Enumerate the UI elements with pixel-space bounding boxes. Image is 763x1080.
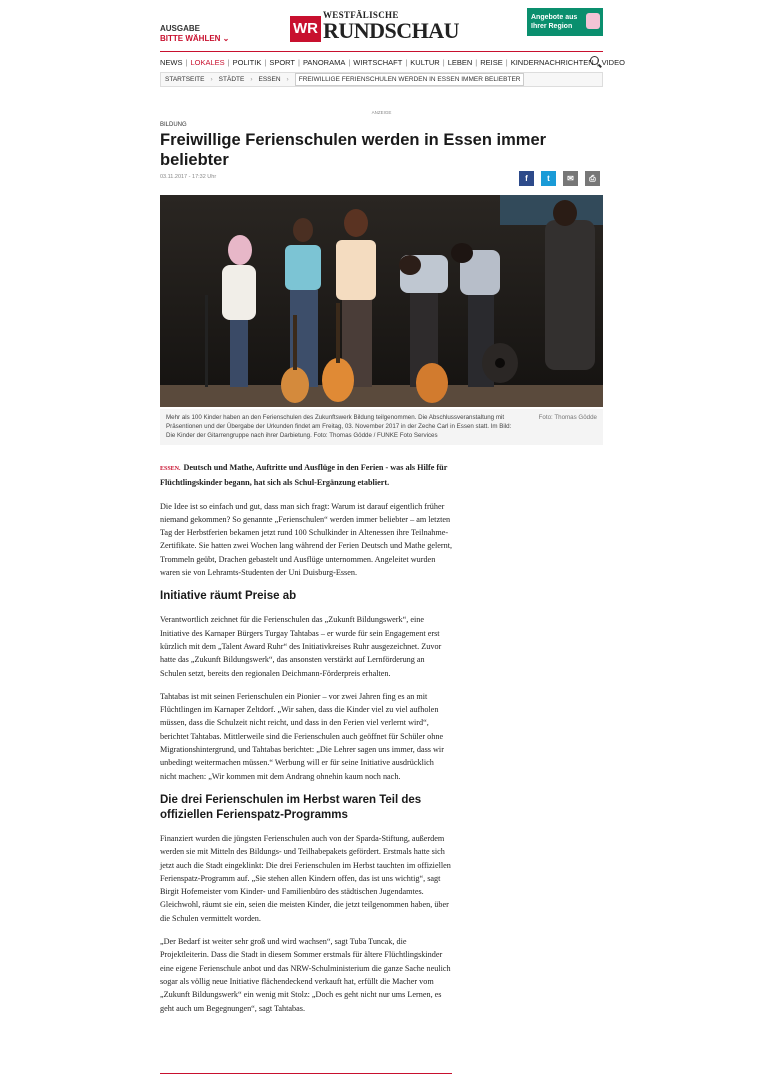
photo-image bbox=[160, 195, 603, 407]
logo-big-text: RUNDSCHAU bbox=[323, 18, 460, 43]
search-icon[interactable] bbox=[590, 56, 599, 65]
edition-label: AUSGABE bbox=[160, 24, 201, 33]
photo-credit: Foto: Thomas Gödde bbox=[538, 414, 597, 421]
twitter-share-icon[interactable]: t bbox=[541, 171, 556, 186]
ad-text: Angebote aus Ihrer Region bbox=[531, 14, 578, 30]
share-bar bbox=[519, 171, 600, 186]
lead-place: ESSEN. bbox=[160, 466, 181, 472]
nav-item-lokales[interactable]: LOKALES bbox=[190, 57, 225, 67]
article-body bbox=[160, 461, 452, 1025]
logo-small-text: WESTFÄLISCHE bbox=[323, 10, 399, 20]
nav-divider bbox=[160, 51, 603, 52]
nav-item-reise[interactable]: REISE bbox=[480, 57, 503, 67]
lead-text: Deutsch und Mathe, Auftritte und Ausflüge in den Ferien - was als Hilfe für Flüchtlingskinder begann, hat sich als Schul-Ergänzung etabliert. bbox=[160, 463, 448, 488]
nav-item-politik[interactable]: POLITIK bbox=[232, 57, 262, 67]
article-end-divider bbox=[160, 1073, 452, 1074]
nav-item-leben[interactable]: LEBEN bbox=[447, 57, 473, 67]
article-lead bbox=[160, 461, 452, 490]
facebook-share-icon[interactable]: f bbox=[519, 171, 534, 186]
breadcrumb: STARTSEITE › STÄDTE › ESSEN › FREIWILLIGE FERIENSCHULEN WERDEN IN ESSEN IMMER BELIEBTER bbox=[160, 72, 603, 87]
gift-icon bbox=[586, 13, 600, 29]
ad-label: ANZEIGE bbox=[371, 110, 392, 115]
site-header bbox=[160, 8, 603, 50]
article-date: 03.11.2017 - 17:32 Uhr bbox=[160, 174, 217, 180]
nav-item-panorama[interactable]: PANORAMA bbox=[302, 57, 346, 67]
paragraph-5: „Der Bedarf ist weiter sehr groß und wird wachsen“, sagt Tuba Tuncak, die Projektleiterin. Dass die Stadt in diesem Sommer erstmals für ältere Flüchtlingskinder eine eigene Ferienschule anbot und das NRW-Schulministerium die ganze Sache neulich sogar als völlig neue Initiative flächendeckend verkauft hat, erfüllt die Macher vom „Zukunft Bildungswerk“ ein wenig mit Stolz: „Doch es geht nicht nur ums Lernen, es geht auch um Begegnungen“, sagt Tahtabas. bbox=[160, 937, 451, 1013]
nav-item-kultur[interactable]: KULTUR bbox=[410, 57, 440, 67]
nav-item-kindernachrichten[interactable]: KINDERNACHRICHTEN bbox=[510, 57, 594, 67]
paragraph-1: Die Idee ist so einfach und gut, dass man sich fragt: Warum ist darauf eigentlich früher niemand gekommen? So genannte „Ferienschulen“ werden immer beliebter – am letzten Tag der Herbstferien bekamen jetzt rund 100 Schulkinder in Altenessen ihre Teilnahme-Zertifikate. Sie hatten zwei Wochen lang während der Ferien Deutsch und Mathe gelernt, Trommeln geübt, Drachen gebastelt und Ausflüge unternommen. Angeleitet wurden waren sie von Lehramts-Studenten der Uni Duisburg-Essen. bbox=[160, 501, 453, 578]
breadcrumb-item-startseite[interactable]: STARTSEITE bbox=[165, 76, 205, 83]
nav-item-news[interactable]: NEWS bbox=[160, 57, 183, 67]
mail-share-icon[interactable]: ✉ bbox=[563, 171, 578, 186]
chevron-down-icon: ⌄ bbox=[222, 34, 230, 43]
article-kicker[interactable]: BILDUNG bbox=[160, 122, 187, 128]
article-photo[interactable] bbox=[160, 195, 603, 407]
site-logo[interactable] bbox=[290, 10, 459, 42]
print-icon[interactable]: ⎙ bbox=[585, 171, 600, 186]
article-title: Freiwillige Ferienschulen werden in Essen immer beliebter bbox=[160, 131, 547, 169]
breadcrumb-item-essen[interactable]: ESSEN bbox=[258, 76, 281, 83]
subheading-1: Initiative räumt Preise ab bbox=[160, 590, 297, 603]
nav-item-wirtschaft[interactable]: WIRTSCHAFT bbox=[353, 57, 403, 67]
paragraph-3: Tahtabas ist mit seinen Ferienschulen ein Pionier – vor zwei Jahren fing es an mit Flüchtlingen im Karnaper Zeltdorf. „Wir sahen, dass die Kinder viel zu viel aufholen müssen, dass die Schulzeit nicht reicht, und dass in den Ferien viel verlernt wird“, berichtet Tahtabas. Mittlerweile sind die Ferienschulen auch geöffnet für Schüler ohne Migrationshintergrund, und Tahtabas berichtet: „Die Lehrer sagen uns immer, dass wir unbedingt weitermachen müssen.“ Werbung will er für seine Initiative ausdrücklich nicht machen: „Wir kommen mit dem Andrang ohnehin kaum noch nach. bbox=[160, 691, 444, 781]
main-nav: NEWS | LOKALES | POLITIK | SPORT | PANORAMA | WIRTSCHAFT | KULTUR | LEBEN | REISE | KINDERNACHRICHTEN | VIDEO bbox=[160, 57, 625, 67]
nav-item-video[interactable]: VIDEO bbox=[601, 57, 625, 67]
edition-selector[interactable] bbox=[160, 24, 229, 44]
caption-text: Mehr als 100 Kinder haben an den Ferienschulen des Zukunftswerk Bildung teilgenommen. Die Abschlussveranstaltung mit Präsentionen und der Übergabe der Urkunden findet am Freitag, 03. November 2017 in der Zeche Carl in Essen statt. Im Bild: Die Kinder der Gitarrengruppe nach ihrer Darbietung. Foto: Thomas Gödde / FUNKE Foto Services bbox=[166, 414, 512, 439]
breadcrumb-item-current: FREIWILLIGE FERIENSCHULEN WERDEN IN ESSEN IMMER BELIEBTER bbox=[295, 73, 525, 86]
edition-select-link[interactable]: BITTE WÄHLEN ⌄ bbox=[160, 34, 230, 43]
subheading-2: Die drei Ferienschulen im Herbst waren Teil des offiziellen Ferienspatz-Programms bbox=[160, 793, 422, 821]
paragraph-2: Verantwortlich zeichnet für die Ferienschulen das „Zukunft Bildungswerk“, eine Initiative des Karnaper Bürgers Turgay Tahtabas – er wurde für sein Engagement erst kürzlich mit dem „Talent Award Ruhr“ des Initiativkreises Ruhr ausgezeichnet. Zuvor hatte das „Zukunft Bildungswerk“, das ansonsten verstärkt auf Lernförderung an Schulen setzt, bereits den regionalen Deichmann-Förderpreis erhalten. bbox=[160, 615, 442, 678]
nav-item-sport[interactable]: SPORT bbox=[269, 57, 296, 67]
regional-offers-ad[interactable] bbox=[527, 8, 603, 36]
breadcrumb-item-staedte[interactable]: STÄDTE bbox=[218, 76, 245, 83]
paragraph-4: Finanziert wurden die jüngsten Ferienschulen auch von der Sparda-Stiftung, außerdem werden sie mit Mitteln des Bildungs- und Teilhabepakets gefördert. Erstmals hatte sich jetzt auch die Stadt eingeklinkt: Die drei Ferienschulen im Herbst tauchten im offiziellen Ferienspatz-Programm auf. „Sie stehen allen Kindern offen, das ist uns wichtig“, sagt Birgit Hofemeister vom Kinder- und Familienbüro des städtischen Jugendamtes. Gleichwohl, räumt sie ein, seien die meisten Kinder, die jetzt teilgenommen haben, über die Schulen vermittelt worden. bbox=[160, 833, 451, 923]
logo-badge: WR bbox=[290, 16, 321, 42]
photo-caption bbox=[160, 409, 603, 445]
